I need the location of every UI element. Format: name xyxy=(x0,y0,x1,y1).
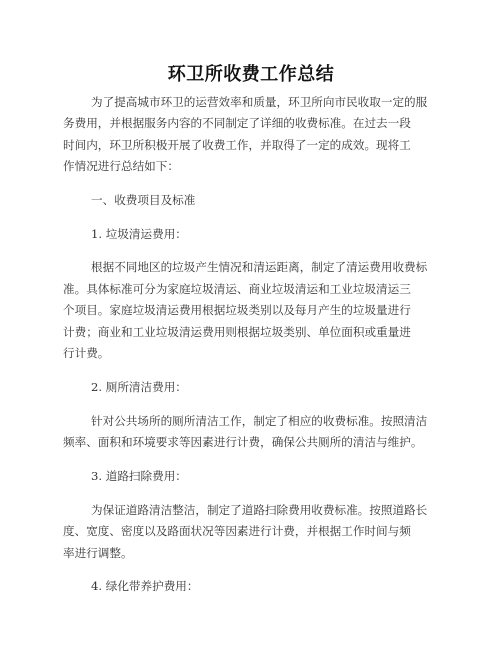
item-1-line-2: 准。具体标准可分为家庭垃圾清运、商业垃圾清运和工业垃圾清运三 xyxy=(63,282,411,296)
intro-line-2: 务费用，并根据服务内容的不同制定了详细的收费标准。在过去一段 xyxy=(63,116,411,130)
item-1-heading: 1. 垃圾清运费用： xyxy=(91,227,187,241)
item-1-line-5: 行计费。 xyxy=(63,346,110,360)
intro-line-3: 时间内，环卫所积极开展了收费工作，并取得了一定的成效。现将工 xyxy=(63,138,411,152)
item-1-line-4: 计费；商业和工业垃圾清运费用则根据垃圾类别、单位面积或重量进 xyxy=(63,325,411,339)
item-3-heading: 3. 道路扫除费用： xyxy=(91,469,187,483)
item-3-line-3: 率进行调整。 xyxy=(63,546,133,560)
item-1-line-3: 个项目。家庭垃圾清运费用根据垃圾类别以及每月产生的垃圾量进行 xyxy=(63,303,411,317)
item-4-heading: 4. 绿化带养护费用： xyxy=(91,579,199,593)
item-2-line-1: 针对公共场所的厕所清洁工作，制定了相应的收费标准。按照清洁 xyxy=(91,414,428,428)
intro-line-1: 为了提高城市环卫的运营效率和质量，环卫所向市民收取一定的服 xyxy=(91,95,428,109)
item-3-line-2: 度、宽度、密度以及路面状况等因素进行计费，并根据工作时间与频 xyxy=(63,524,411,538)
item-2-heading: 2. 厕所清洁费用： xyxy=(91,380,187,394)
item-3-line-1: 为保证道路清洁整洁，制定了道路扫除费用收费标准。按照道路长 xyxy=(91,503,428,517)
intro-line-4: 作情况进行总结如下： xyxy=(63,159,179,173)
document-title: 环卫所收费工作总结 xyxy=(167,64,335,85)
item-1-line-1: 根据不同地区的垃圾产生情况和清运距离，制定了清运费用收费标 xyxy=(91,260,428,274)
item-2-line-2: 频率、面积和环境要求等因素进行计费，确保公共厕所的清洁与维护。 xyxy=(63,435,423,449)
section-heading: 一、收费项目及标准 xyxy=(91,193,196,207)
